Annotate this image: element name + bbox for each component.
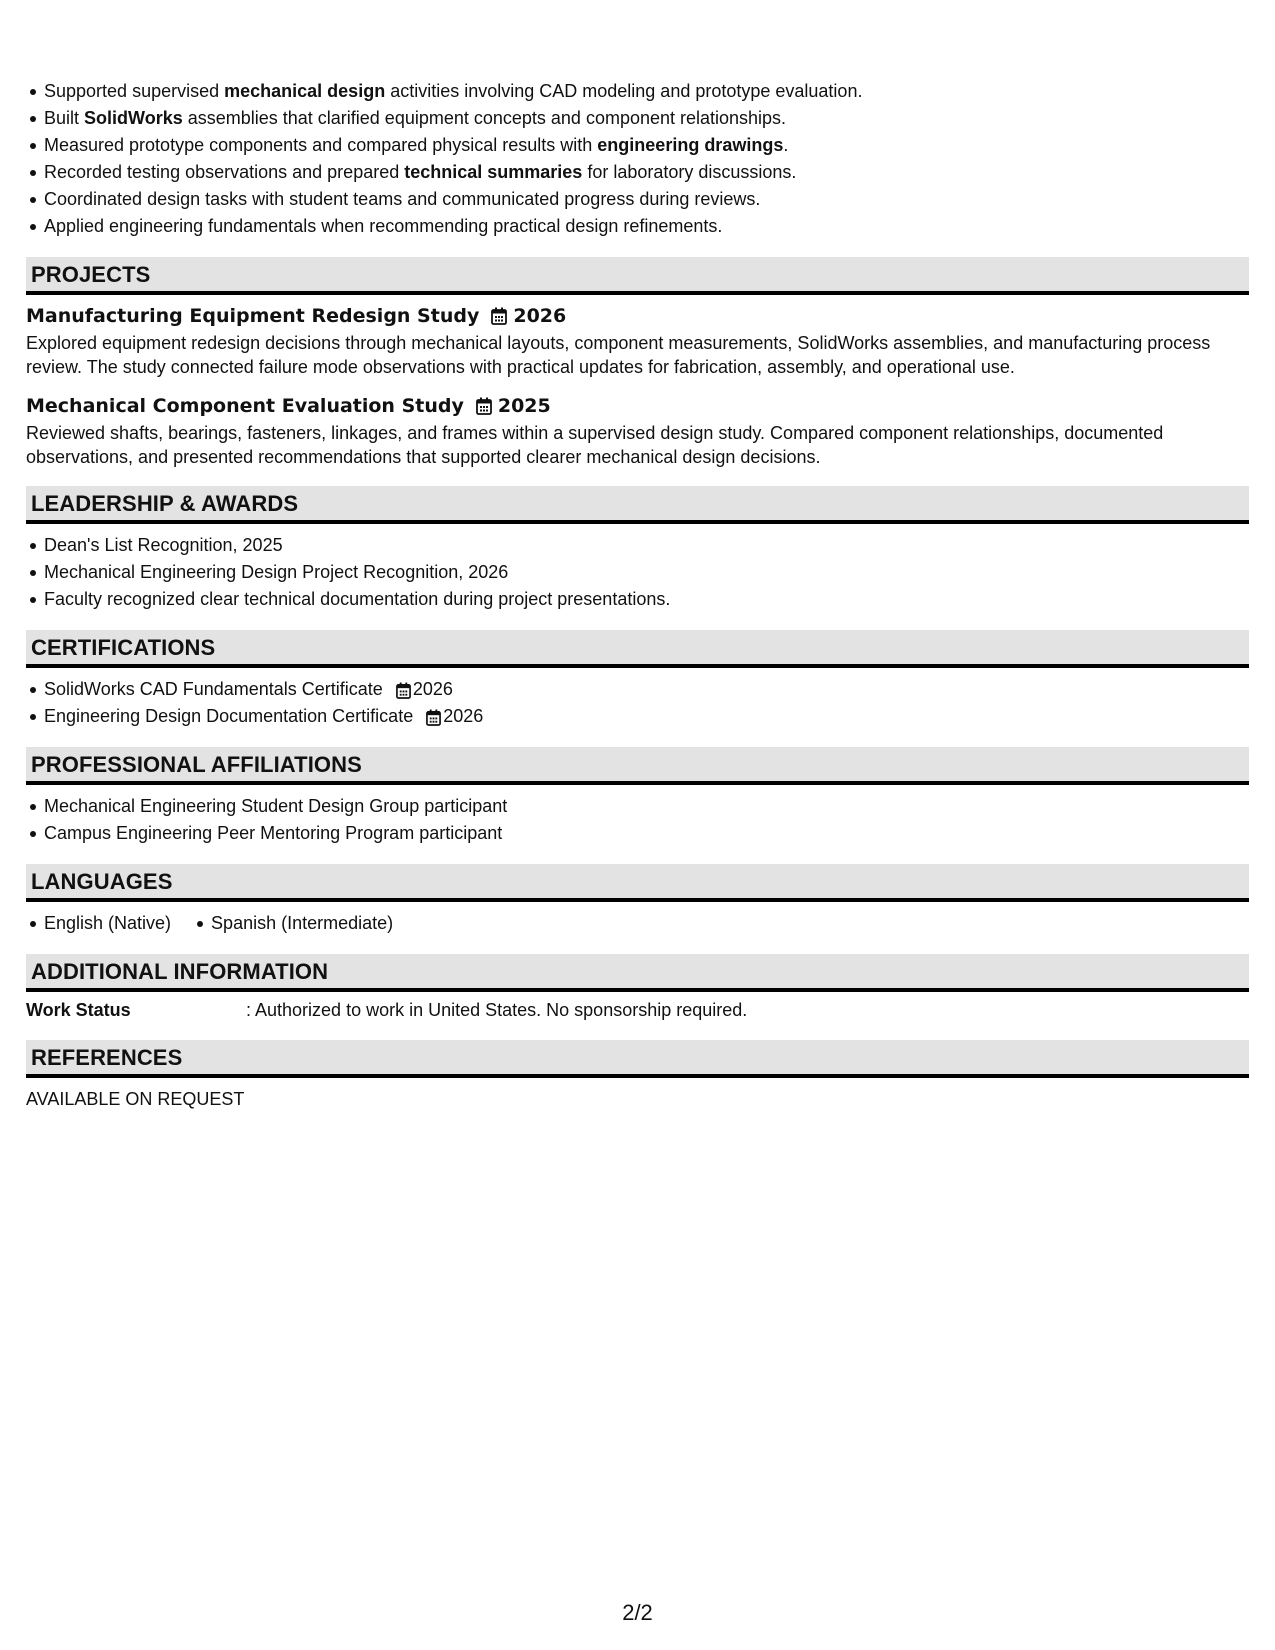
bullet-keyword: mechanical design [224,81,386,101]
certifications-list [26,676,1249,730]
project-description: Reviewed shafts, bearings, fasteners, linkages, and frames within a supervised design study. Compared component relationships, documented observations, and presented recommendations that supported clearer mechanical design decisions. [26,423,1164,467]
calendar-icon [476,397,492,415]
section-title: PROFESSIONAL AFFILIATIONS [31,752,362,777]
bullet-text: Recorded testing observations and prepared [44,162,405,182]
project-entry [26,303,1249,379]
page-number: 2/2 [622,1600,653,1625]
award-item: Faculty recognized clear technical documentation during project presentations. [44,586,1249,613]
certification-name: Engineering Design Documentation Certificate [44,706,414,726]
certification-item [44,703,1249,730]
work-status-value: : Authorized to work in United States. No sponsorship required. [246,1000,748,1020]
section-title: PROJECTS [31,262,151,287]
bullet-text: . [783,135,789,155]
section-header-certifications [26,630,1249,668]
work-status-label: Work Status [26,1000,131,1020]
bullet-text: Coordinated design tasks with student teams and communicated progress during reviews. [44,189,761,209]
award-item: Dean's List Recognition, 2025 [44,532,1249,559]
resume-page [26,78,1249,1112]
project-title: Mechanical Component Evaluation Study [26,395,464,417]
experience-bullet [44,213,1249,240]
section-title: ADDITIONAL INFORMATION [31,959,329,984]
section-header-leadership [26,486,1249,524]
experience-bullet [44,132,1249,159]
project-year: 2025 [497,395,551,417]
experience-bullet-list [26,78,1249,240]
calendar-icon [396,682,411,699]
calendar-icon [491,307,507,325]
bullet-text: Built [44,108,85,128]
affiliations-list [26,793,1249,847]
section-header-references [26,1040,1249,1078]
languages-list [26,910,1249,937]
section-title: CERTIFICATIONS [31,635,216,660]
project-title-row [26,303,1249,329]
bullet-text: Applied engineering fundamentals when recommending practical design refinements. [44,216,723,236]
leadership-list [26,532,1249,613]
work-status-row [26,997,1249,1023]
affiliation-item: Mechanical Engineering Student Design Group participant [44,793,1249,820]
section-header-additional-info [26,954,1249,992]
experience-bullet [44,78,1249,105]
project-title-row [26,393,1249,419]
affiliation-item: Campus Engineering Peer Mentoring Program participant [44,820,1249,847]
experience-bullet [44,159,1249,186]
award-item: Mechanical Engineering Design Project Recognition, 2026 [44,559,1249,586]
certification-year: 2026 [412,679,453,699]
bullet-keyword: engineering drawings [597,135,784,155]
language-item: Spanish (Intermediate) [211,910,393,937]
project-year: 2026 [513,305,567,327]
bullet-keyword: SolidWorks [84,108,183,128]
bullet-keyword: technical summaries [404,162,583,182]
bullet-text: activities involving CAD modeling and prototype evaluation. [385,81,863,101]
project-entry [26,393,1249,469]
bullet-text: Supported supervised [44,81,225,101]
section-header-projects [26,257,1249,295]
project-description: Explored equipment redesign decisions through mechanical layouts, component measurements, SolidWorks assemblies, and manufacturing process review. The study connected failure mode observations with practical updates for fabrication, assembly, and operational use. [26,333,1211,377]
section-title: LANGUAGES [31,869,173,894]
section-title: REFERENCES [31,1045,183,1070]
section-title: LEADERSHIP & AWARDS [31,491,299,516]
certification-item [44,676,1249,703]
projects-section [26,303,1249,469]
language-item: English (Native) [44,910,171,937]
calendar-icon [426,709,441,726]
certification-name: SolidWorks CAD Fundamentals Certificate [44,679,383,699]
certification-year: 2026 [443,706,484,726]
experience-bullet [44,105,1249,132]
project-title: Manufacturing Equipment Redesign Study [26,305,480,327]
section-header-affiliations [26,747,1249,785]
bullet-text: Measured prototype components and compared physical results with [44,135,598,155]
bullet-text: assemblies that clarified equipment concepts and component relationships. [182,108,787,128]
experience-bullet [44,186,1249,213]
bullet-text: for laboratory discussions. [582,162,797,182]
references-text: AVAILABLE ON REQUEST [26,1089,245,1109]
section-header-languages [26,864,1249,902]
